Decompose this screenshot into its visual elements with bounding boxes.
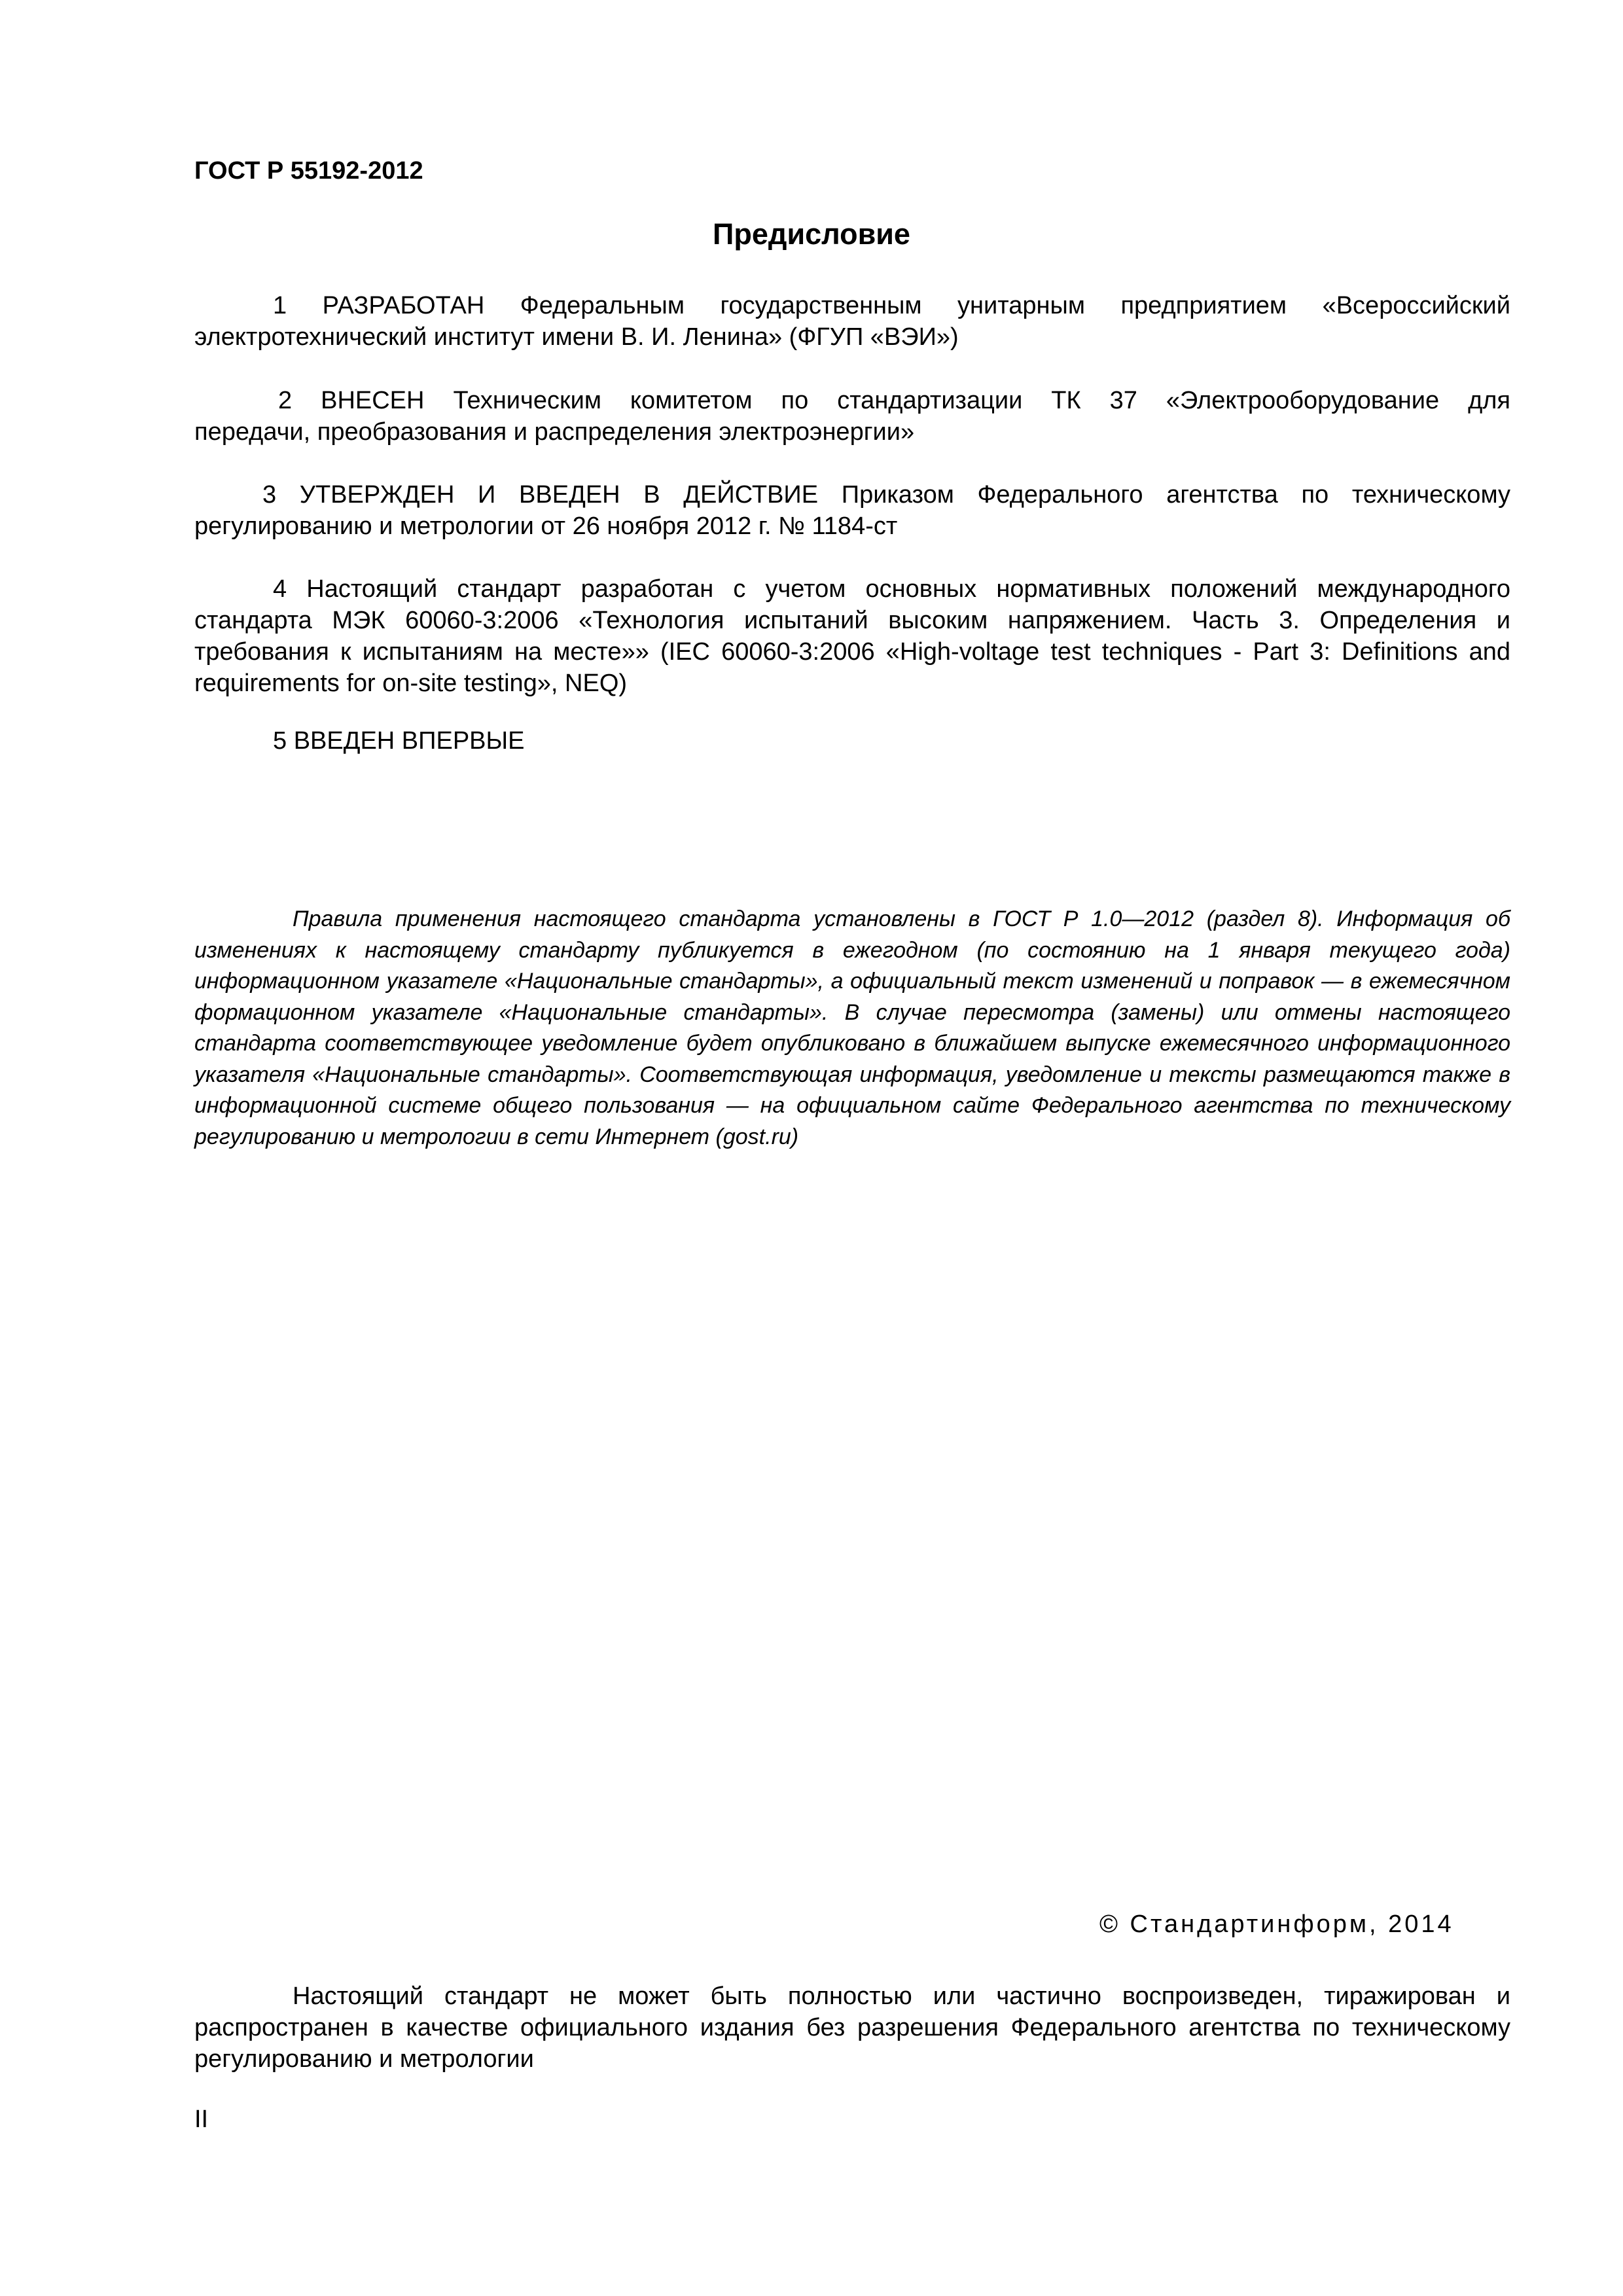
foreword-item-2-line2: передачи, преобразования и распределения электроэнергии» — [194, 418, 915, 446]
reproduction-notice: Настоящий стандарт не может быть полностью или частично воспроизведен, тиражирован и распространен в качестве официального издания без разрешения Федерального агентства по техническому регулированию и метрологии — [194, 1982, 1510, 2073]
copyright-notice: © Стандартинформ, 2014 — [1099, 1910, 1454, 1938]
usage-rules-note: Правила применения настоящего стандарта установлены в ГОСТ Р 1.0—2012 (раздел 8). Информация об изменениях к настоящему стандарту публикуется в ежегодном (по состоянию на 1 января текущего года) информационном указателе «Национальные стандарты», а официальный текст изменений и поправок — в ежемесячном формационном указателе «Национальные стандарты». В случае пересмотра (замены) или отмены настоящего стандарта соответствующее уведомление будет опубликовано в ближайшем выпуске ежемесячного информационного указателя «Национальные стандарты». Соответствующая информация, уведомление и тексты размещаются также в информационной системе общего пользования — на официальном сайте Федерального агентства по техническому регулированию и метрологии в сети Интернет (gost.ru) — [194, 906, 1510, 1149]
foreword-item-3 — [194, 479, 1510, 542]
foreword-item-3-line2: регулированию и метрологии от 26 ноября 2012 г. № 1184-ст — [194, 512, 898, 540]
foreword-item-4: 4 Настоящий стандарт разработан с учетом основных нормативных положений международного стандарта МЭК 60060-3:2006 «Технология испытаний высоким напряжением. Часть 3. Определения и требования к испытаниям на месте»» (IEC 60060-3:2006 «High-voltage test techniques - Part 3: Definitions and requirements for on-site testing», NEQ) — [194, 575, 1510, 697]
page-title: Предисловие — [713, 217, 910, 251]
foreword-item-1-line2: электротехнический институт имени В. И. Ленина» (ФГУП «ВЭИ») — [194, 323, 959, 351]
foreword-item-2 — [194, 385, 1510, 448]
foreword-item-2-line1: 2 ВНЕСЕН Техническим комитетом по стандартизации ТК 37 «Электрооборудование для — [278, 387, 1510, 414]
document-code: ГОСТ Р 55192-2012 — [194, 157, 423, 185]
page-number: II — [194, 2106, 209, 2133]
foreword-item-1 — [194, 290, 1510, 353]
foreword-item-5: 5 ВВЕДЕН ВПЕРВЫЕ — [273, 727, 525, 755]
foreword-item-3-line1: 3 УТВЕРЖДЕН И ВВЕДЕН В ДЕЙСТВИЕ Приказом Федерального агентства по техническому — [262, 481, 1510, 509]
foreword-item-1-line1: 1 РАЗРАБОТАН Федеральным государственным унитарным предприятием «Всероссийский — [273, 292, 1510, 319]
